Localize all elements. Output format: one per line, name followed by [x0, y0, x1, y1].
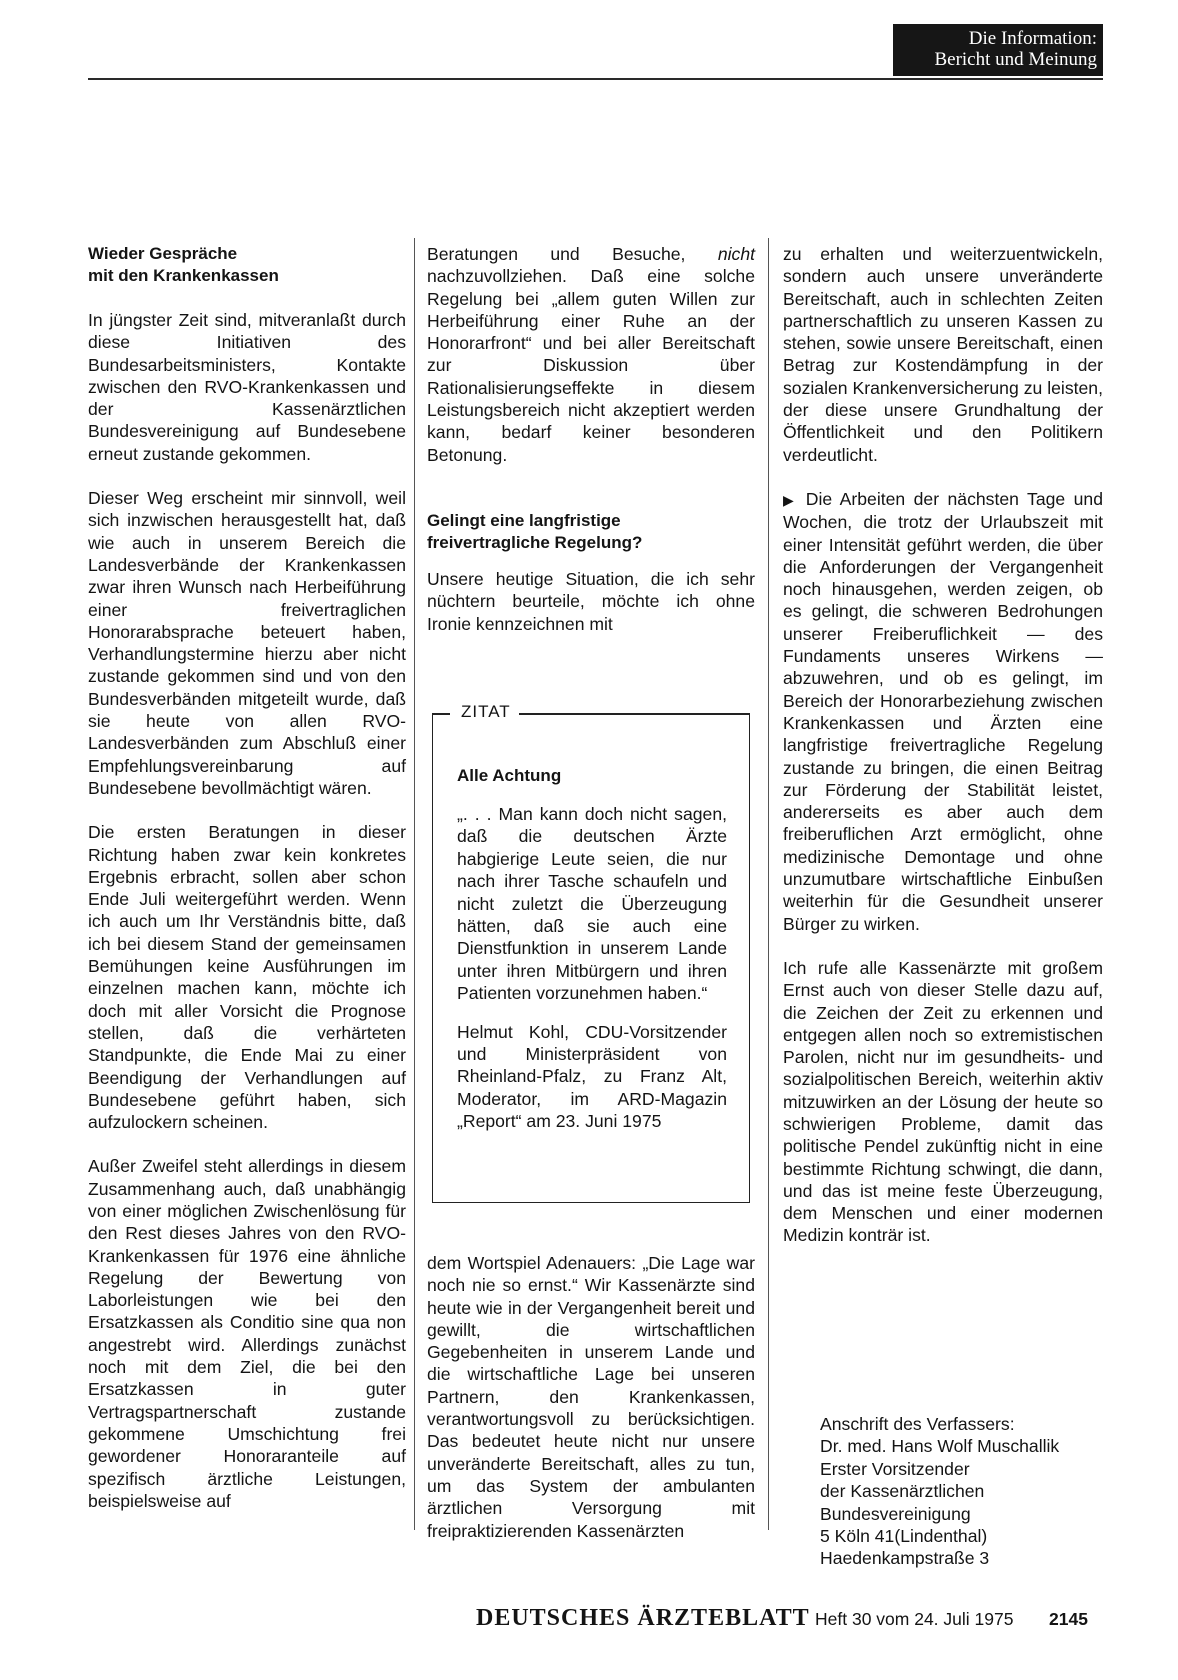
- paragraph: Die ersten Beratungen in dieser Richtung haben zwar kein konkretes Ergebnis erbracht, sollen aber schon Ende Juli weitergeführt werden. Wenn ich auch um Ihr Verständnis bitte, daß ich bei diesem Stand der gemeinsamen Bemühungen keine Ausführungen im einzelnen machen kann, möchte ich doch mit aller Vorsicht die Prognose stellen, daß die verhärteten Standpunkte, die Ende Mai zu einer Beendigung der Verhandlungen auf Bundesebene geführt haben, sich aufzulockern scheinen.: [88, 822, 406, 1133]
- paragraph: In jüngster Zeit sind, mitveranlaßt durch diese Initiativen des Bundesarbeitsministers, Kontakte zwischen den RVO-Krankenkassen und der Kassenärztlichen Bundesvereinigung auf Bundesebene erneut zustande gekommen.: [88, 310, 406, 464]
- page-number: 2145: [1049, 1609, 1088, 1629]
- quote-text: „. . . Man kann doch nicht sagen, daß die deutschen Ärzte habgierige Leute seien, die nur nach ihrer Tasche schaufeln und nicht zuletzt die Überzeugung hätten, daß sie auch eine Dienstfunktion in unserem Lande unter ihren Mitbürgern und ihren Patienten vorzunehmen haben.“: [457, 804, 727, 1004]
- quote-content: [457, 765, 727, 1133]
- paragraph: Ich rufe alle Kassenärzte mit großem Ernst auch von dieser Stelle dazu auf, die Zeichen der Zeit zu erkennen und entgegen allen noch so extremistischen Parolen, nicht nur im gesundheits- und sozialpolitischen Bereich, weiterhin aktiv mitzuwirken an der Lösung der heute so schwierigen Probleme, damit das politische Pendel zukünftig nicht in eine bestimmte Richtung schwingt, die dann, und das ist meine feste Überzeugung, dem Menschen und einer modernen Medizin konträr ist.: [783, 957, 1103, 1246]
- quote-source: Helmut Kohl, CDU-Vorsitzender und Ministerpräsident von Rheinland-Pfalz, zu Franz Alt, Moderator, im ARD-Magazin „Report“ am 23. Juni 1975: [457, 1021, 727, 1132]
- article-column-2-top: [427, 243, 755, 635]
- address-line: Bundesvereinigung: [820, 1503, 971, 1524]
- quote-box: [432, 702, 750, 1203]
- paragraph-text: nachzuvollziehen. Daß eine solche Regelung bei „allem guten Willen zur Herbeiführung einer Ruhe an der Honorarfront“ und bei aller Bereitschaft zur Diskussion über Rationalisierungseffekte in diesem Leistungsbereich nicht akzeptiert werden kann, bedarf keiner besonderen Betonung.: [427, 266, 755, 465]
- address-line: Haedenkampstraße 3: [820, 1548, 990, 1569]
- bullet-arrow-icon: ▶: [783, 491, 798, 508]
- column-divider-right: [768, 238, 769, 1530]
- section-heading-2: [427, 510, 755, 554]
- paragraph-text: Beratungen und Besuche,: [427, 244, 718, 264]
- paragraph: Unsere heutige Situation, die ich sehr nüchtern beurteile, möchte ich ohne Ironie kennzeichnen mit: [427, 568, 755, 634]
- paragraph: [783, 488, 1103, 935]
- section-heading-1-line1: Wieder Gespräche: [88, 244, 238, 263]
- address-line: Erster Vorsitzender: [820, 1458, 970, 1479]
- address-line: 5 Köln 41(Lindenthal): [820, 1526, 988, 1547]
- section-heading-1: [88, 243, 406, 287]
- journal-name: DEUTSCHES ÄRZTEBLATT: [476, 1605, 810, 1631]
- paragraph: [427, 243, 755, 466]
- paragraph: Außer Zweifel steht allerdings in diesem Zusammenhang auch, daß unabhängig von einer möglichen Zwischenlösung für den Rest dieses Jahres von den RVO-Krankenkassen für 1976 eine ähnliche Regelung der Bewertung von Laborleistungen wie bei den Ersatzkassen als Conditio sine qua non angestrebt wird. Allerdings zunächst noch mit dem Ziel, die bei den Ersatzkassen in guter Vertragspartnerschaft zustande gekommene Umschichtung frei gewordener Honoraranteile auf spezifisch ärztliche Leistungen, beispielsweise auf: [88, 1156, 406, 1511]
- section-heading-2-line2: freivertragliche Regelung?: [427, 532, 643, 552]
- header-rule: [88, 78, 1103, 80]
- paragraph: zu erhalten und weiterzuentwickeln, sondern auch unsere unveränderte Bereitschaft, auch in schlechten Zeiten partnerschaftlich zu unseren Kassen zu stehen, sowie unsere Bereitschaft, einen Betrag zur Kostendämpfung in der sozialen Krankenversicherung zu leisten, der diese unsere Grundhaltung der Öffentlichkeit und den Politikern verdeutlicht.: [783, 244, 1103, 465]
- article-column-1: [88, 243, 406, 1512]
- paragraph: Dieser Weg erscheint mir sinnvoll, weil sich inzwischen herausgestellt hat, daß wie auch in unserem Bereich die Landesverbände der Krankenkassen zwar ihren Wunsch nach Herbeiführung einer freivertraglichen Honorarabsprache beteuert haben, Verhandlungstermine hierzu aber nicht zustande gekommen sind und von den Bundesverbänden mitgeteilt wurde, daß sie heute von allen RVO-Landesverbänden zum Abschluß einer Empfehlungsvereinbarung auf Bundesebene bevollmächtigt wären.: [88, 488, 406, 798]
- address-line: Anschrift des Verfassers:: [820, 1414, 1015, 1434]
- paragraph: dem Wortspiel Adenauers: „Die Lage war noch nie so ernst.“ Wir Kassenärzte sind heute wie in der Vergangenheit bereit und gewillt, die wirtschaftlichen Gegebenheiten in unserem Lande und die wirtschaftliche Lage bei unseren Partnern, den Krankenkassen, verantwortungsvoll zu berücksichtigen. Das bedeutet heute nicht nur unsere unveränderte Bereitschaft, alles zu tun, um das System der ambulanten ärztlichen Versorgung mit freipraktizierenden Kassenärzten: [427, 1253, 755, 1541]
- address-line: Dr. med. Hans Wolf Muschallik: [820, 1436, 1060, 1457]
- article-column-2-bottom: [427, 1252, 755, 1542]
- page-footer: [0, 1605, 1178, 1635]
- article-column-3: [783, 243, 1103, 1247]
- author-address: [820, 1413, 1090, 1570]
- emphasis-text: nicht: [717, 244, 755, 264]
- paragraph-text: Die Arbeiten der nächsten Tage und Wochen, die trotz der Urlaubszeit mit einer Intensität geführt werden, die über die Anforderungen der Vergangenheit noch hinausgehen, werden zeigen, ob es gelingt, die schweren Bedrohungen unserer Freiberuflichkeit — des Fundaments unseres Wirkens — abzuwehren, und ob es gelingt, im Bereich der Honorarbeziehung zwischen Krankenkassen und Ärzten eine langfristige freivertragliche Regelung zustande zu bringen, die einen Beitrag zur Förderung der Stabilität leistet, andererseits es aber auch dem freiberuflichen Arzt ermöglicht, ohne medizinische Demontage und ohne unzumutbare wirtschaftliche Einbußen weiterhin für die Gesundheit unserer Bürger zu wirken.: [783, 488, 1103, 934]
- section-heading-1-line2: mit den Krankenkassen: [88, 266, 279, 285]
- section-heading-2-line1: Gelingt eine langfristige: [427, 510, 621, 530]
- quote-title: Alle Achtung: [457, 766, 562, 785]
- column-divider-left: [414, 238, 415, 1530]
- section-label-line2: Bericht und Meinung: [934, 49, 1097, 70]
- section-label-line1: Die Information:: [968, 28, 1097, 49]
- address-line: der Kassenärztlichen: [820, 1481, 985, 1502]
- quote-label: ZITAT: [457, 702, 515, 722]
- issue-info: Heft 30 vom 24. Juli 1975: [815, 1609, 1014, 1629]
- section-badge: [893, 24, 1103, 76]
